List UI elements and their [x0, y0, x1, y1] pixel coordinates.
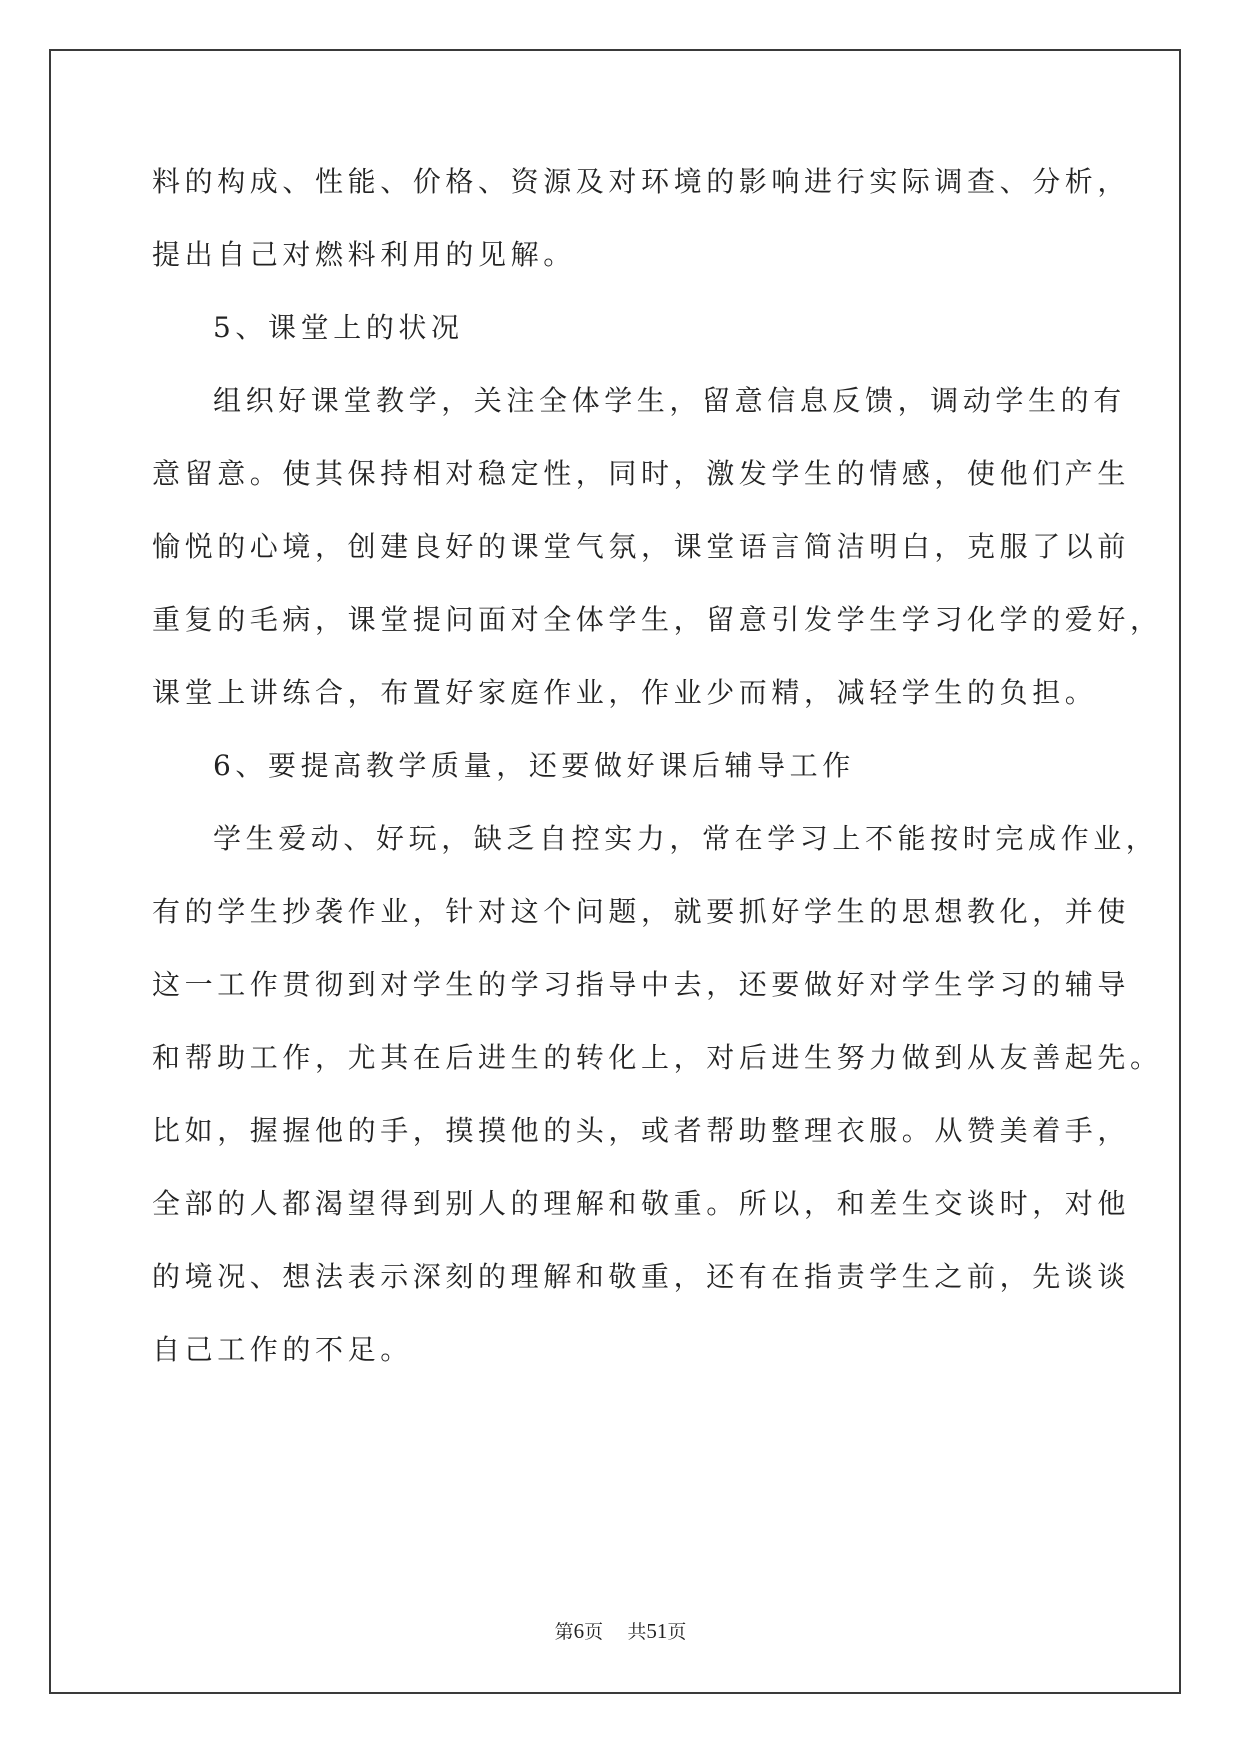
- text-line: 有的学生抄袭作业，针对这个问题，就要抓好学生的思想教化，并使: [152, 895, 1131, 928]
- text-line: 料的构成、性能、价格、资源及对环境的影响进行实际调查、分析，: [152, 165, 1131, 198]
- page-number: 6: [573, 1619, 585, 1643]
- total-pages: 51: [646, 1619, 668, 1643]
- text-line: 这一工作贯彻到对学生的学习指导中去，还要做好对学生学习的辅导: [152, 968, 1131, 1001]
- text-line: 意留意。使其保持相对稳定性，同时，激发学生的情感，使他们产生: [152, 457, 1131, 490]
- text-line: 提出自己对燃料利用的见解。: [152, 238, 576, 271]
- page-border: [49, 49, 1181, 1694]
- text-line: 自己工作的不足。: [152, 1333, 413, 1366]
- page-prefix: 第: [554, 1621, 574, 1643]
- total-suffix: 页: [667, 1621, 687, 1643]
- section-heading: 6、要提高教学质量，还要做好课后辅导工作: [213, 749, 855, 782]
- section-heading: 5、课堂上的状况: [213, 311, 464, 344]
- text-line: 重复的毛病，课堂提问面对全体学生，留意引发学生学习化学的爱好，: [152, 603, 1163, 636]
- total-prefix: 共: [627, 1621, 647, 1643]
- text-line: 课堂上讲练合，布置好家庭作业，作业少而精，减轻学生的负担。: [152, 676, 1098, 709]
- text-line: 全部的人都渴望得到别人的理解和敬重。所以，和差生交谈时，对他: [152, 1187, 1131, 1220]
- paragraph-start: 学生爱动、好玩，缺乏自控实力，常在学习上不能按时完成作业，: [213, 822, 1159, 855]
- text-line: 愉悦的心境，创建良好的课堂气氛，课堂语言简洁明白，克服了以前: [152, 530, 1131, 563]
- text-line: 比如，握握他的手，摸摸他的头，或者帮助整理衣服。从赞美着手，: [152, 1114, 1131, 1147]
- text-line: 的境况、想法表示深刻的理解和敬重，还有在指责学生之前，先谈谈: [152, 1260, 1131, 1293]
- page-footer: [0, 1617, 1241, 1644]
- page-suffix: 页: [584, 1621, 604, 1643]
- paragraph-start: 组织好课堂教学，关注全体学生，留意信息反馈，调动学生的有: [213, 384, 1126, 417]
- text-line: 和帮助工作，尤其在后进生的转化上，对后进生努力做到从友善起先。: [152, 1041, 1163, 1074]
